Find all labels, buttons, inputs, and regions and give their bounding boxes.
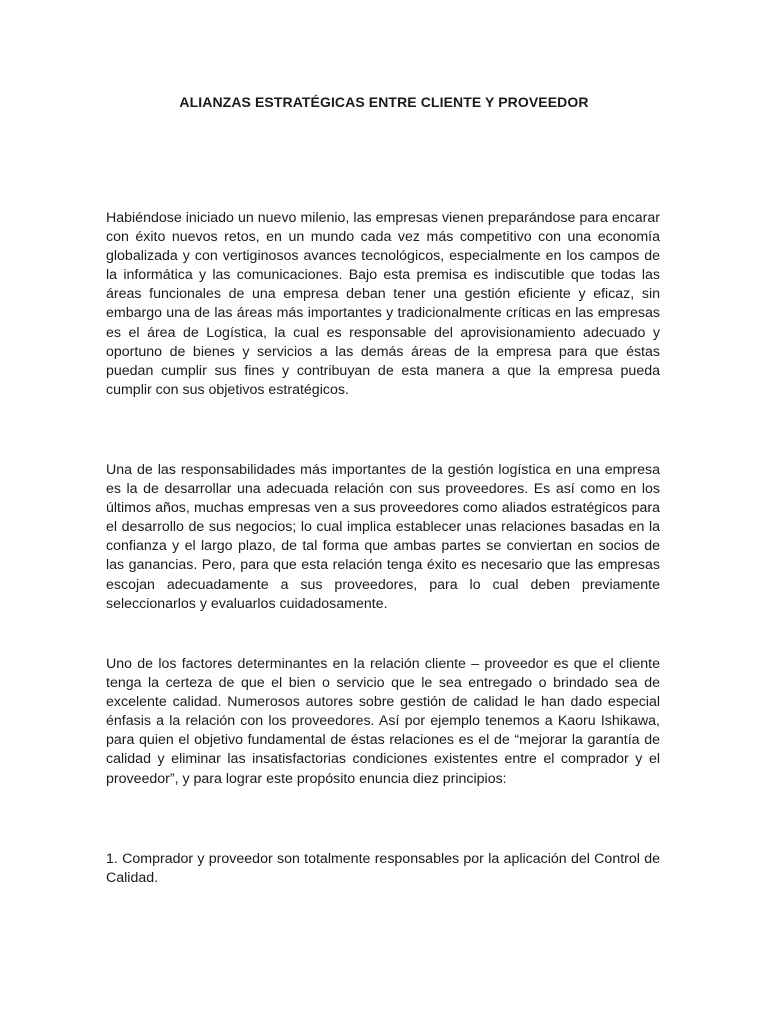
document-title: ALIANZAS ESTRATÉGICAS ENTRE CLIENTE Y PROVEEDOR [179, 94, 589, 110]
paragraph-quality-factors: Uno de los factores determinantes en la relación cliente – proveedor es que el cliente tenga la certeza de que el bien o servicio que le sea entregado o brindado sea de excelente calidad. Numerosos autores sobre gestión de calidad le han dado especial énfasis a la relación con los proveedores. Así por ejemplo tenemos a Kaoru Ishikawa, para quien el objetivo fundamental de éstas relaciones es el de “mejorar la garantía de calidad y eliminar las insatisfactorias condiciones existentes entre el comprador y el proveedor”, y para lograr este propósito enuncia diez principios: [106, 656, 660, 787]
paragraph-intro: Habiéndose iniciado un nuevo milenio, las empresas vienen preparándose para encarar con éxito nuevos retos, en un mundo cada vez más competitivo con una economía globalizada y con vertiginosos avances tecnológicos, especialmente en los campos de la informática y las comunicaciones. Bajo esta premisa es indiscutible que todas las áreas funcionales de una empresa deban tener una gestión eficiente y eficaz, sin embargo una de las áreas más importantes y tradicionalmente críticas en las empresas es el área de Logística, la cual es responsable del aprovisionamiento adecuado y oportuno de bienes y servicios a las demás áreas de la empresa para que éstas puedan cumplir sus fines y contribuyan de esta manera a que la empresa pueda cumplir con sus objetivos estratégicos. [106, 210, 660, 398]
paragraph-principle-1: 1. Comprador y proveedor son totalmente responsables por la aplicación del Control de Calidad. [106, 851, 660, 887]
paragraph-logistics-responsibility: Una de las responsabilidades más importantes de la gestión logística en una empresa es la de desarrollar una adecuada relación con sus proveedores. Es así como en los últimos años, muchas empresas ven a sus proveedores como aliados estratégicos para el desarrollo de sus negocios; lo cual implica establecer unas relaciones basadas en la confianza y el largo plazo, de tal forma que ambas partes se conviertan en socios de las ganancias. Pero, para que esta relación tenga éxito es necesario que las empresas escojan adecuadamente a sus proveedores, para lo cual deben previamente seleccionarlos y evaluarlos cuidadosamente. [106, 462, 660, 612]
